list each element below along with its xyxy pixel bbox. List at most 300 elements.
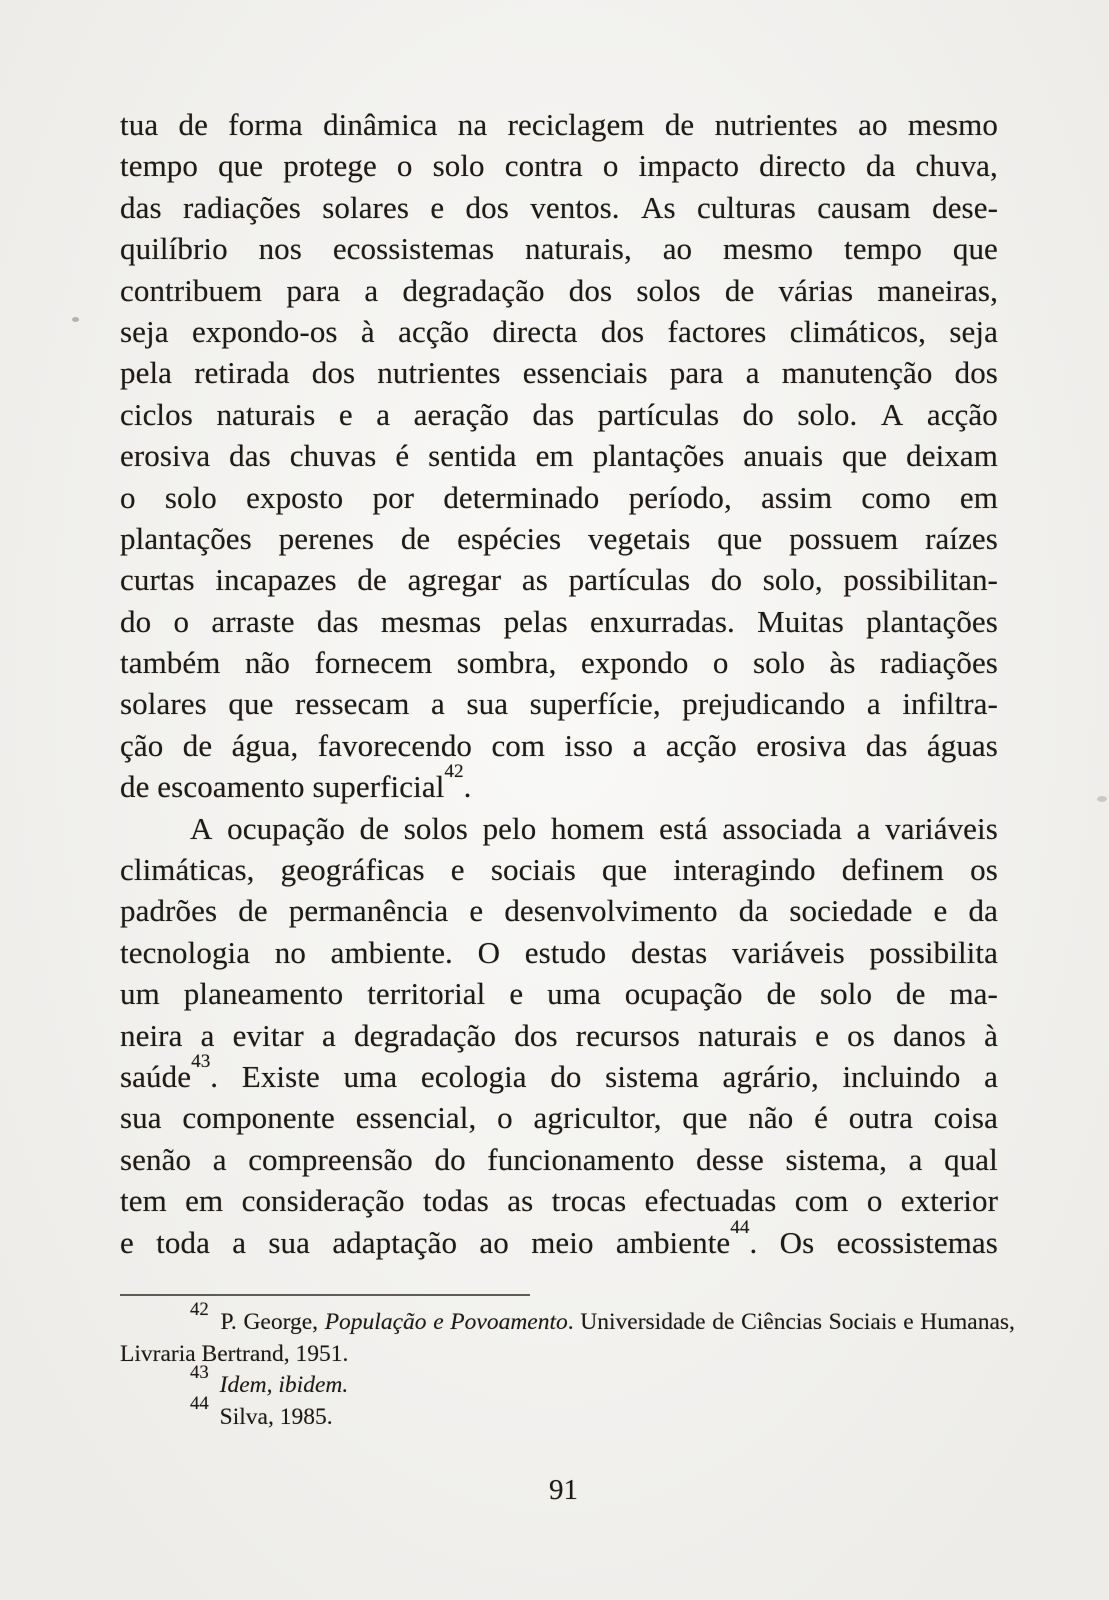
text-segment: P. (220, 1309, 237, 1335)
word (723, 228, 813, 269)
text-line (120, 352, 998, 393)
text-segment: águas (926, 727, 998, 763)
word (682, 1097, 727, 1138)
word (785, 1139, 887, 1180)
word (790, 311, 926, 352)
word (842, 849, 944, 890)
word (312, 352, 355, 393)
word (433, 145, 485, 186)
word (916, 145, 998, 186)
word (659, 808, 708, 849)
text-segment: factores (667, 313, 767, 349)
text-segment: o (396, 148, 413, 184)
text-segment: que (842, 438, 888, 474)
word (830, 642, 856, 683)
text-segment: mesmas (380, 603, 482, 639)
text-segment: plantações (120, 520, 252, 556)
text-segment: água, (231, 727, 299, 763)
text-segment: permanência (288, 893, 449, 929)
text-segment: e (338, 396, 353, 432)
footnote-line (120, 1339, 1015, 1371)
footnote-ref: 43 (191, 1051, 211, 1073)
word (497, 1097, 513, 1138)
text-segment: A (880, 396, 904, 432)
word (909, 1139, 923, 1180)
text-line (120, 435, 998, 476)
text-segment: coisa (933, 1100, 998, 1136)
text-segment: acção (926, 396, 998, 432)
text-segment: seja (949, 313, 998, 349)
word (673, 849, 815, 890)
text-segment: chuva, (915, 148, 998, 184)
word (443, 477, 599, 518)
scan-speck (72, 317, 79, 322)
word (984, 1056, 998, 1097)
word (242, 1180, 405, 1221)
footnote-separator (120, 1294, 530, 1296)
text-segment: de (400, 520, 431, 556)
text-segment: não (244, 645, 290, 681)
word (367, 973, 485, 1014)
word (748, 1097, 793, 1138)
word (504, 890, 717, 931)
word (858, 104, 887, 145)
word (934, 1097, 998, 1138)
text-segment: às (829, 645, 856, 681)
word (381, 601, 481, 642)
text-segment: que (717, 520, 763, 556)
text-segment: danos (893, 1017, 966, 1053)
word (259, 228, 302, 269)
text-segment: que (228, 686, 274, 722)
text-segment: em (535, 438, 574, 474)
word (120, 1097, 162, 1138)
text-segment: estudo (524, 934, 607, 970)
text-segment: contribuem (120, 272, 263, 308)
word (339, 394, 353, 435)
text-segment: a (984, 1058, 998, 1094)
text-segment: essencial, (355, 1100, 477, 1136)
word (120, 1222, 134, 1263)
word (741, 1307, 822, 1339)
word (215, 559, 336, 600)
text-segment: ecossistemas (332, 231, 495, 267)
text-segment: homem (550, 810, 645, 846)
text-segment: da (865, 148, 896, 184)
text-segment: de (724, 272, 755, 308)
word (605, 1056, 699, 1097)
word (184, 973, 343, 1014)
text-segment: expondo (580, 645, 689, 681)
word (817, 187, 911, 228)
text-segment: interagindo (673, 852, 816, 888)
word (182, 1097, 335, 1138)
word (797, 394, 857, 435)
text-segment: ocupação (624, 976, 743, 1012)
text-segment: das (316, 603, 359, 639)
text-segment: pelas (503, 603, 568, 639)
word (323, 104, 437, 145)
word (451, 849, 465, 890)
word (401, 518, 430, 559)
text-line (120, 270, 998, 311)
word (232, 725, 299, 766)
text-segment: ao (858, 107, 888, 142)
text-segment: . (749, 1224, 758, 1260)
text-segment: nutrientes (714, 107, 838, 142)
text-segment: espécies (457, 520, 562, 556)
text-segment: Muitas (757, 603, 844, 639)
word (682, 683, 845, 724)
word (228, 683, 273, 724)
word (333, 228, 494, 269)
word (722, 1056, 818, 1097)
word (120, 270, 262, 311)
word (953, 228, 998, 269)
text-segment: a (364, 272, 379, 308)
text-segment: nutrientes (377, 355, 501, 391)
word (866, 601, 998, 642)
text-segment: contra (504, 148, 583, 184)
word (120, 1015, 182, 1056)
text-segment: evitar (232, 1017, 304, 1053)
text-segment: manutenção (781, 355, 933, 391)
footnote-ref: 43 (190, 1361, 209, 1383)
word (920, 1307, 1015, 1339)
text-segment: A (190, 810, 213, 846)
text-segment: incapazes (215, 562, 337, 598)
word (229, 435, 271, 476)
text-segment: à (984, 1017, 998, 1053)
footnote-ref: 42 (444, 761, 464, 783)
text-line (120, 808, 998, 849)
word (322, 1015, 336, 1056)
text-segment: para (286, 272, 341, 308)
word (376, 394, 390, 435)
text-segment: de (359, 810, 390, 846)
text-segment: naturais, (525, 231, 632, 267)
text-segment: tem (120, 1183, 167, 1219)
text-segment: infiltra- (902, 686, 998, 722)
word (398, 311, 469, 352)
text-segment: que (952, 231, 998, 267)
word (457, 518, 561, 559)
word (712, 1307, 734, 1339)
word (645, 1180, 777, 1221)
text-segment: neira (120, 1017, 183, 1053)
word (344, 1056, 398, 1097)
footnotes (120, 1298, 1015, 1433)
text-segment: período, (628, 479, 732, 515)
word (332, 1222, 457, 1263)
text-segment: adaptação (332, 1224, 458, 1260)
text-segment: determinado (443, 479, 600, 515)
word (238, 890, 267, 931)
word (759, 145, 846, 186)
text-segment: de (357, 562, 387, 598)
text-segment: As (640, 189, 676, 225)
text-segment: ocupação (227, 810, 345, 846)
text-segment: a (908, 1141, 923, 1177)
word (698, 1015, 797, 1056)
text-segment: Silva, 1985. (213, 1403, 333, 1430)
text-segment: ressecam (295, 686, 410, 722)
text-segment: Universidade (580, 1309, 706, 1335)
word (530, 187, 619, 228)
word (450, 1307, 573, 1339)
word (466, 683, 508, 724)
word (893, 1015, 966, 1056)
word (530, 683, 661, 724)
text-segment: sistema, (785, 1141, 887, 1177)
text-segment: dinâmica (323, 107, 438, 142)
text-segment: do (434, 1141, 466, 1177)
word (829, 1307, 897, 1339)
text-segment: solo (820, 976, 873, 1012)
word (491, 725, 545, 766)
word (534, 1097, 662, 1138)
text-segment: dos (465, 189, 509, 225)
word (120, 477, 136, 518)
text-segment: funcionamento (487, 1141, 675, 1177)
text-segment: pela (120, 355, 173, 391)
word (866, 725, 908, 766)
text-line (120, 1015, 998, 1056)
word (192, 311, 338, 352)
text-segment: de (664, 107, 695, 142)
text-line (120, 1216, 998, 1263)
footnote-ref: 44 (190, 1393, 209, 1415)
text-segment: radiações (182, 189, 301, 225)
text-line (120, 518, 998, 559)
word (233, 1015, 304, 1056)
text-segment: e (469, 893, 484, 929)
text-segment: erosiva (120, 438, 211, 474)
word (173, 601, 189, 642)
text-line (120, 973, 998, 1014)
text-segment: não (748, 1100, 794, 1136)
text-segment: recursos (575, 1017, 680, 1053)
text-segment: solo. (797, 396, 858, 432)
word (479, 1222, 508, 1263)
text-segment: ambiente. (330, 934, 453, 970)
word (969, 890, 998, 931)
text-segment: trocas (551, 1183, 627, 1219)
word (268, 1222, 310, 1263)
word (508, 104, 645, 145)
word (847, 1015, 875, 1056)
text-segment: mesmo (907, 107, 998, 142)
text-line (120, 228, 998, 269)
word (763, 559, 823, 600)
word (248, 1139, 413, 1180)
word (377, 352, 500, 393)
word (934, 890, 948, 931)
text-segment: várias (778, 272, 854, 308)
text-segment: protege (283, 148, 377, 184)
text-segment: a (232, 1224, 247, 1260)
text-segment: Os (779, 1224, 815, 1260)
text-segment: ao (479, 1224, 509, 1260)
word (782, 352, 933, 393)
text-segment: efectuadas (644, 1183, 777, 1219)
text-line (120, 1051, 998, 1097)
word (944, 1139, 998, 1180)
text-segment: solares (322, 189, 410, 225)
text-segment: é (395, 438, 410, 474)
word (795, 1180, 849, 1221)
text-segment: uma (343, 1058, 398, 1094)
text-segment: agrário, (722, 1058, 819, 1094)
text-segment: vegetais (588, 520, 691, 556)
text-segment: ao (662, 231, 693, 267)
text-segment: e (430, 189, 445, 225)
word (665, 104, 694, 145)
text-segment: tempo (120, 148, 198, 184)
word (120, 725, 163, 766)
text-segment: a (321, 1017, 336, 1053)
text-segment: População (324, 1309, 427, 1335)
word (372, 477, 414, 518)
word (423, 1180, 489, 1221)
word (697, 187, 796, 228)
word (896, 973, 925, 1014)
text-segment: dese- (932, 189, 998, 225)
text-segment: variáveis (731, 934, 845, 970)
text-segment: de (896, 976, 926, 1012)
text-segment: dos (514, 1017, 558, 1053)
word (569, 559, 691, 600)
word (743, 394, 774, 435)
text-segment: plantações (866, 603, 998, 639)
text-segment: mesmo (723, 231, 814, 267)
text-segment: de (766, 976, 797, 1012)
word (522, 559, 548, 600)
text-segment: prejudicando (682, 686, 846, 722)
text-segment: da (738, 893, 769, 929)
word (625, 973, 743, 1014)
word (598, 394, 720, 435)
word (636, 270, 700, 311)
word (216, 394, 315, 435)
text-segment: plantações (592, 438, 725, 474)
word (881, 394, 904, 435)
text-line (120, 601, 998, 642)
text-line (120, 311, 998, 352)
word (469, 890, 483, 931)
word (842, 1056, 960, 1097)
text-segment: territorial (367, 976, 486, 1012)
text-segment: e (933, 893, 948, 929)
text-segment: de (238, 893, 268, 929)
word (880, 642, 998, 683)
word (861, 477, 930, 518)
word (849, 1097, 913, 1138)
word (487, 1139, 674, 1180)
word (603, 145, 619, 186)
text-segment: das (865, 727, 908, 763)
text-segment: a (866, 686, 881, 722)
word (523, 352, 648, 393)
text-segment: dos (311, 355, 356, 391)
text-segment: os (847, 1017, 875, 1053)
text-segment: enxurradas. (590, 603, 735, 639)
word (602, 849, 647, 890)
text-segment: Sociais (828, 1309, 897, 1335)
word (120, 145, 198, 186)
word (434, 1139, 465, 1180)
text-line (120, 394, 998, 435)
footnote-item (120, 1361, 1015, 1402)
text-segment: curtas (120, 562, 195, 598)
text-segment: partículas (597, 396, 720, 432)
word (120, 1180, 167, 1221)
text-segment: a (200, 1017, 215, 1053)
word (190, 808, 213, 849)
text-segment: como (861, 479, 931, 515)
word (927, 394, 998, 435)
text-segment: . (210, 1058, 219, 1094)
word (901, 1180, 998, 1221)
word (120, 559, 195, 600)
text-line (120, 1097, 998, 1138)
text-segment: deixam (906, 438, 998, 474)
text-segment: maneiras, (877, 272, 998, 308)
word (670, 352, 724, 393)
word (789, 890, 912, 931)
word (906, 435, 998, 476)
word (789, 518, 898, 559)
footnote-item (120, 1298, 1015, 1370)
text-segment: ambiente (615, 1224, 731, 1260)
text-segment: quilíbrio (120, 231, 228, 267)
word (908, 104, 998, 145)
word (903, 1307, 913, 1339)
word (756, 725, 846, 766)
text-segment: perenes (278, 520, 375, 556)
text-segment: solares (120, 686, 207, 722)
word (815, 1015, 829, 1056)
word (505, 145, 583, 186)
text-segment: forma (228, 107, 303, 142)
text-segment: acção (398, 313, 470, 349)
word (120, 518, 252, 559)
page-number: 91 (549, 1474, 578, 1506)
word (120, 973, 160, 1014)
text-segment: fornecem (314, 645, 433, 681)
text-segment: que (602, 852, 648, 888)
word (837, 1222, 998, 1263)
word (601, 311, 644, 352)
word (295, 683, 409, 724)
word (631, 932, 707, 973)
text-segment: planeamento (183, 976, 344, 1012)
word (668, 311, 767, 352)
word (397, 145, 413, 186)
word (711, 559, 742, 600)
text-segment: todas (422, 1183, 489, 1219)
text-segment: Povoamento (450, 1309, 568, 1335)
word (767, 973, 796, 1014)
text-line (120, 683, 998, 724)
word (580, 1307, 705, 1339)
text-segment: a (376, 396, 391, 432)
text-segment: raízes (925, 520, 998, 556)
text-segment: compreensão (248, 1141, 413, 1177)
text-segment: culturas (696, 189, 796, 225)
word (615, 1216, 758, 1263)
text-segment: em (959, 479, 998, 515)
